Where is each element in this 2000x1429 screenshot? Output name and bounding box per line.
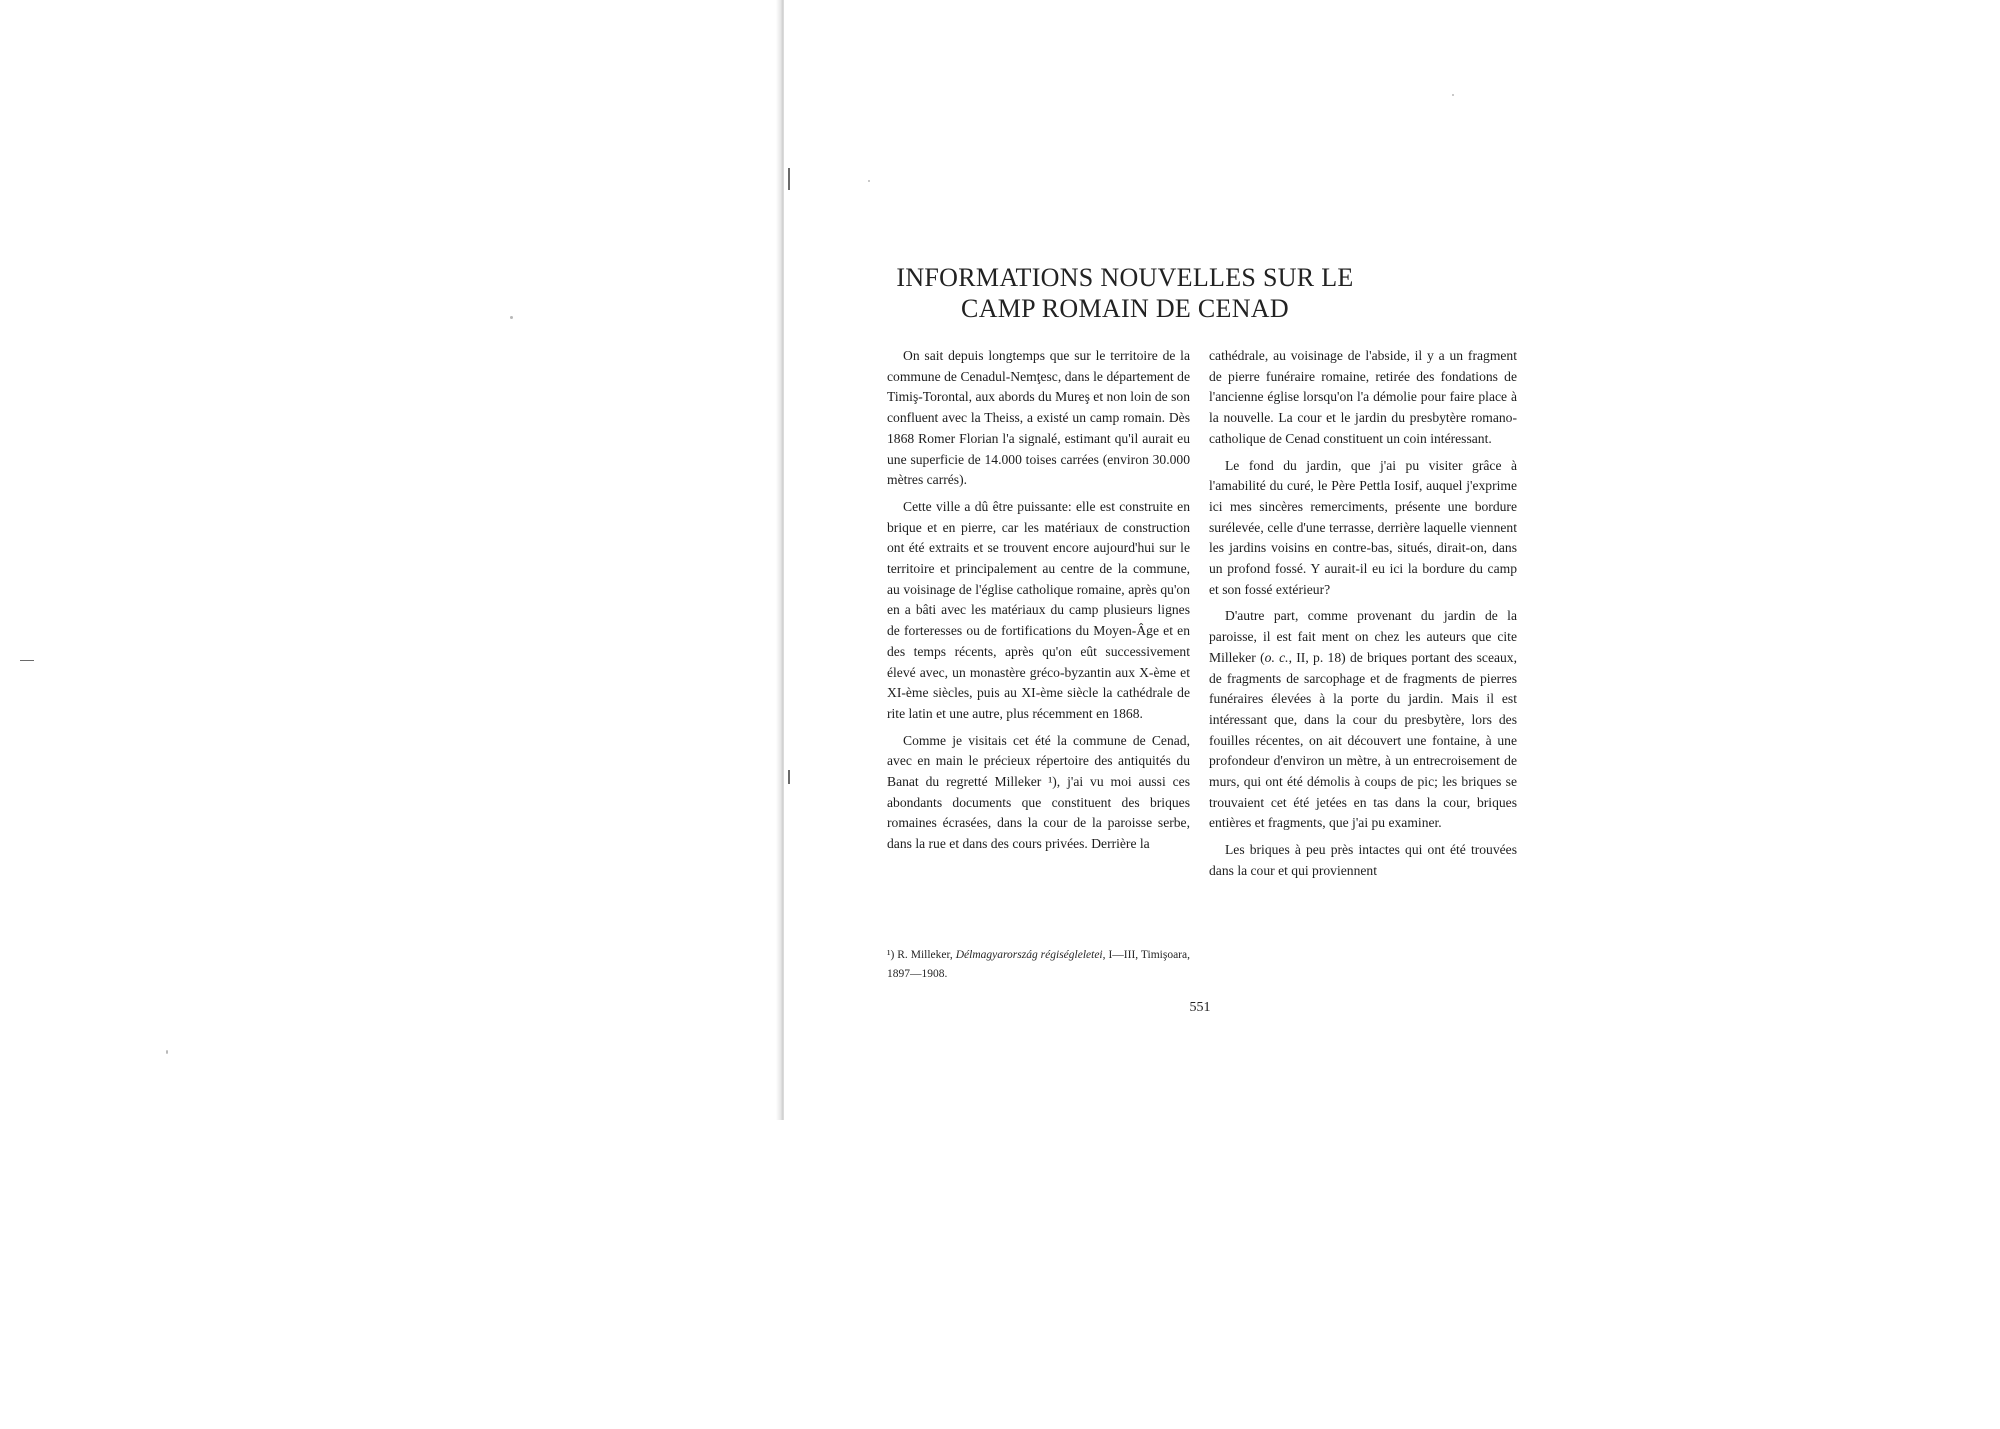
left-text-column bbox=[887, 346, 1190, 861]
citation-abbrev: o. c. bbox=[1264, 649, 1289, 665]
scan-mark bbox=[788, 168, 790, 190]
scan-speck bbox=[868, 180, 870, 182]
article-title: INFORMATIONS NOUVELLES SUR LE CAMP ROMAIN DE CENAD bbox=[896, 263, 1354, 323]
scan-speck bbox=[510, 316, 513, 319]
scan-speck bbox=[1452, 94, 1454, 96]
paragraph-text: D'autre part, comme provenant du jardin de la paroisse, il est fait ment on chez les auteurs que cite Milleker ( bbox=[1209, 608, 1517, 665]
paragraph: Les briques à peu près intactes qui ont été trouvées dans la cour et qui proviennent bbox=[1209, 842, 1517, 878]
footnote-text: , I—III, Timişoara, 1897—1908. bbox=[887, 949, 1190, 980]
page-number: 551 bbox=[1189, 1000, 1211, 1015]
paragraph: cathédrale, au voisinage de l'abside, il y a un fragment de pierre funéraire romaine, retirée des fondations de l'ancienne église lorsqu'on l'a démolie pour faire place à la nouvelle. La cour et le jardin du presbytère romano-catholique de Cenad constituent un coin intéressant. bbox=[1209, 348, 1517, 446]
footnote-mark: ¹) R. Milleker, bbox=[887, 949, 956, 961]
paragraph: Cette ville a dû être puissante: elle est construite en brique et en pierre, car les matériaux de construction ont été extraits et se trouvent encore aujourd'hui sur le territoire et principalement au centre de la commune, au voisinage de l'église catholique romaine, après qu'on en a bâti avec les matériaux du camp plusieurs lignes de forteresses ou de fortifications du Moyen-Âge et en des temps récents, après qu'on eût successivement élevé avec, un monastère gréco-byzantin aux X-ème et XI-ème siècles, puis au XI-ème siècle la cathédrale de rite latin et une autre, plus récemment en 1868. bbox=[887, 498, 1190, 721]
paragraph: Comme je visitais cet été la commune de Cenad, avec en main le précieux répertoire des antiquités du Banat du regretté Milleker ¹), j'ai vu moi aussi ces abondants documents que constituent des briques romaines écrasées, dans la cour de la paroisse serbe, dans la rue et dans des cours privées. Derrière la bbox=[887, 732, 1190, 852]
right-text-column bbox=[1209, 346, 1517, 888]
scan-mark bbox=[788, 770, 790, 784]
paragraph-text: , II, p. 18) de briques portant des sceaux, de fragments de sarcophage et de fragments de pierres funéraires élevées à la porte du jardin. Mais il est intéressant que, dans la cour du presbytère, lors des fouilles récentes, on ait découvert une fontaine, à une profondeur d'environ un mètre, à un entrecroisement de murs, qui ont été démolis à coups de pic; les briques se trouvaient cet été jetées en tas dans la cour, briques entières et fragments, que j'ai pu examiner. bbox=[1209, 649, 1518, 831]
footnote-work-title: Délmagyarország régiségleletei bbox=[955, 949, 1103, 961]
footnote bbox=[887, 946, 1190, 984]
paragraph bbox=[1209, 606, 1517, 834]
scan-mark bbox=[20, 660, 34, 661]
scan-speck bbox=[166, 1050, 168, 1054]
left-page-blank bbox=[0, 0, 780, 1120]
paragraph: Le fond du jardin, que j'ai pu visiter grâce à l'amabilité du curé, le Père Pettla Iosif, auquel j'exprime ici mes sincères remerciments, présente une bordure surélevée, celle d'une terrasse, derrière laquelle viennent les jardins voisins en contre-bas, situés, dirait-on, dans un profond fossé. Y aurait-il eu ici la bordure du camp et son fossé extérieur? bbox=[1209, 457, 1517, 597]
paragraph: On sait depuis longtemps que sur le territoire de la commune de Cenadul-Nemţesc, dans le département de Timiş-Torontal, aux abords du Mureş et non loin de son confluent avec la Theiss, a existé un camp romain. Dès 1868 Romer Florian l'a signalé, estimant qu'il aurait eu une superficie de 14.000 toises carrées (environ 30.000 mètres carrés). bbox=[887, 348, 1190, 488]
